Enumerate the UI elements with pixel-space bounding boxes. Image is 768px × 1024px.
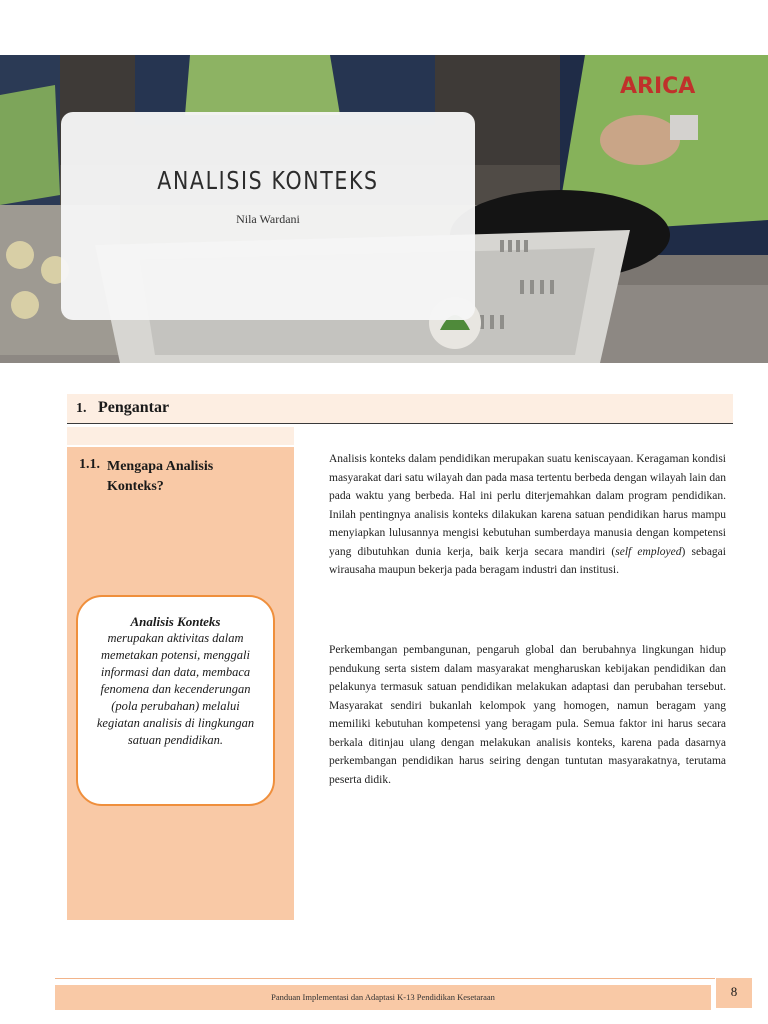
subsection-title: Mengapa Analisis Konteks? xyxy=(107,459,214,494)
footer-bar: Panduan Implementasi dan Adaptasi K-13 Pendidikan Kesetaraan xyxy=(55,985,711,1010)
paragraph-1-text-a: Analisis konteks dalam pendidikan merupakan suatu keniscayaan. Keragaman kondisi masyarakat dari satu wilayah dan pada masa tertentu berbeda dengan wilayah lain dan pada waktu yang berbeda. Hal ini perlu diterjemahkan dalam program pendidikan. Inilah pentingnya analisis konteks dilakukan karena satuan pendidikan harus mampu menyiapkan lulusannya mengisi kebutuhan sumberdaya manusia dengan kompetensi yang dibutuhkan dunia kerja, baik kerja secara mandiri ( xyxy=(329,453,726,558)
body-paragraph-1 xyxy=(329,450,726,580)
paragraph-1-italic-term: self employed xyxy=(615,545,682,558)
definition-text: merupakan aktivitas dalam memetakan potensi, menggali informasi dan data, membaca fenomena dan kecenderungan (pola perubahan) melalui kegiatan analisis di lingkungan satuan pendidikan. xyxy=(96,631,255,747)
section-number: 1. xyxy=(76,401,87,416)
document-title: ANALISIS KONTEKS xyxy=(157,166,379,195)
footer-divider xyxy=(55,978,715,979)
page-number: 8 xyxy=(716,978,752,1008)
section-heading xyxy=(67,394,733,424)
author-name: Nila Wardani xyxy=(236,212,300,226)
sidebar-panel xyxy=(67,447,294,920)
sidebar-top-strip xyxy=(67,427,294,445)
apron-logo-text: ARICA xyxy=(620,74,696,99)
paragraph-1-text-b: ) sebagai wirausaha maupun bekerja pada beragam industri dan institusi. xyxy=(329,545,726,576)
subsection-number: 1.1. xyxy=(79,457,100,472)
section-title: Pengantar xyxy=(98,399,170,416)
title-card xyxy=(61,112,475,320)
definition-term: Analisis Konteks xyxy=(130,614,221,629)
definition-box xyxy=(76,595,275,806)
body-paragraph-2: Perkembangan pembangunan, pengaruh global dan berubahnya lingkungan hidup pendukung serta sistem dalam masyarakat mengharuskan kebijakan pendidikan dan pelakunya termasuk satuan pendidikan melakukan adaptasi dan perubahan tersebut. Masyarakat sendiri bukanlah kelompok yang homogen, namun beragam yang memiliki kebutuhan kompetensi yang beragam pula. Semua faktor ini harus secara berkala ditinjau ulang dengan melakukan analisis konteks, karena pada dasarnya perkembangan pendidikan harus seiring dengan tuntutan masyarakatnya, terutama peserta didik. xyxy=(329,644,726,786)
